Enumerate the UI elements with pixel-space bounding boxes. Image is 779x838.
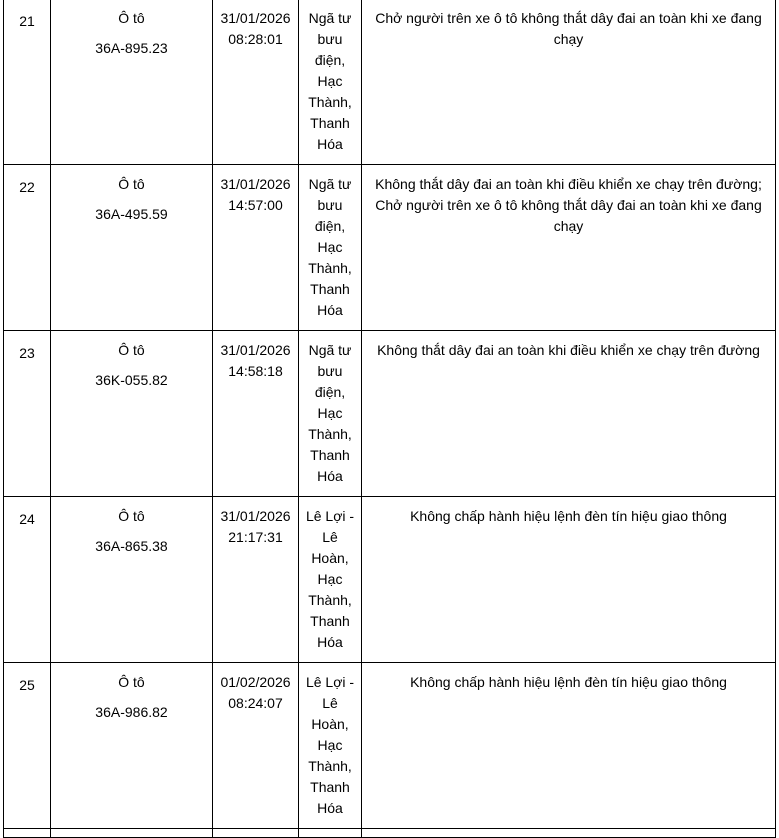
violation-time: 08:28:01 [228, 31, 283, 47]
violation-cell [362, 0, 776, 165]
location-cell [299, 165, 362, 331]
violation-location: Ngã tư bưu điện, Hạc Thành, Thanh Hóa [308, 342, 352, 484]
stt-cell [4, 829, 51, 838]
violation-date: 31/01/2026 [220, 508, 291, 524]
table-row-partial [4, 829, 776, 838]
license-plate: 36A-865.38 [95, 538, 168, 554]
vehicle-cell [51, 165, 213, 331]
datetime-cell [213, 165, 299, 331]
datetime-cell [213, 663, 299, 829]
license-plate: 36A-986.82 [95, 704, 168, 720]
violation-description: Không thắt dây đai an toàn khi điều khiển xe chạy trên đường [377, 342, 760, 358]
datetime-cell [213, 497, 299, 663]
violation-date: 01/02/2026 [220, 674, 291, 690]
table-row [4, 663, 776, 829]
violation-time: 14:58:18 [228, 363, 283, 379]
license-plate: 36A-895.23 [95, 40, 168, 56]
stt-number: 23 [19, 345, 35, 361]
table-row [4, 331, 776, 497]
violation-cell [362, 331, 776, 497]
violation-cell [362, 663, 776, 829]
violation-time: 08:24:07 [228, 695, 283, 711]
table-row [4, 497, 776, 663]
datetime-cell [213, 0, 299, 165]
table-row [4, 0, 776, 165]
stt-number: 21 [19, 13, 35, 29]
location-cell [299, 829, 362, 838]
stt-number: 24 [19, 511, 35, 527]
vehicle-cell [51, 331, 213, 497]
datetime-cell [213, 829, 299, 838]
stt-cell [4, 331, 51, 497]
vehicle-type: Ô tô [118, 10, 145, 26]
location-cell [299, 663, 362, 829]
violation-date: 31/01/2026 [220, 342, 291, 358]
violation-location: Lê Lợi - Lê Hoàn, Hạc Thành, Thanh Hóa [305, 674, 355, 816]
violation-time: 21:17:31 [228, 529, 283, 545]
location-cell [299, 497, 362, 663]
violation-description: Không thắt dây đai an toàn khi điều khiển xe chạy trên đường; Chở người trên xe ô tô không thắt dây đai an toàn khi xe đang chạy [375, 176, 762, 234]
violation-cell [362, 497, 776, 663]
stt-cell [4, 497, 51, 663]
violation-description: Chở người trên xe ô tô không thắt dây đai an toàn khi xe đang chạy [375, 10, 762, 47]
vehicle-type: Ô tô [118, 176, 145, 192]
violation-location: Ngã tư bưu điện, Hạc Thành, Thanh Hóa [308, 10, 352, 152]
license-plate: 36A-495.59 [95, 206, 168, 222]
vehicle-type: Ô tô [118, 508, 145, 524]
vehicle-type: Ô tô [118, 342, 145, 358]
stt-number: 25 [19, 677, 35, 693]
license-plate: 36K-055.82 [95, 372, 168, 388]
location-cell [299, 331, 362, 497]
stt-cell [4, 165, 51, 331]
violation-location: Lê Lợi - Lê Hoàn, Hạc Thành, Thanh Hóa [305, 508, 355, 650]
datetime-cell [213, 331, 299, 497]
location-cell [299, 0, 362, 165]
vehicle-cell [51, 829, 213, 838]
violation-cell [362, 829, 776, 838]
violation-date: 31/01/2026 [220, 176, 291, 192]
stt-cell [4, 663, 51, 829]
vehicle-cell [51, 497, 213, 663]
violation-cell [362, 165, 776, 331]
violation-date: 31/01/2026 [220, 10, 291, 26]
vehicle-cell [51, 663, 213, 829]
violation-time: 14:57:00 [228, 197, 283, 213]
violation-description: Không chấp hành hiệu lệnh đèn tín hiệu giao thông [410, 674, 727, 690]
violation-location: Ngã tư bưu điện, Hạc Thành, Thanh Hóa [308, 176, 352, 318]
stt-number: 22 [19, 179, 35, 195]
vehicle-cell [51, 0, 213, 165]
table-row [4, 165, 776, 331]
violation-description: Không chấp hành hiệu lệnh đèn tín hiệu giao thông [410, 508, 727, 524]
violations-table [3, 0, 776, 838]
stt-cell [4, 0, 51, 165]
vehicle-type: Ô tô [118, 674, 145, 690]
